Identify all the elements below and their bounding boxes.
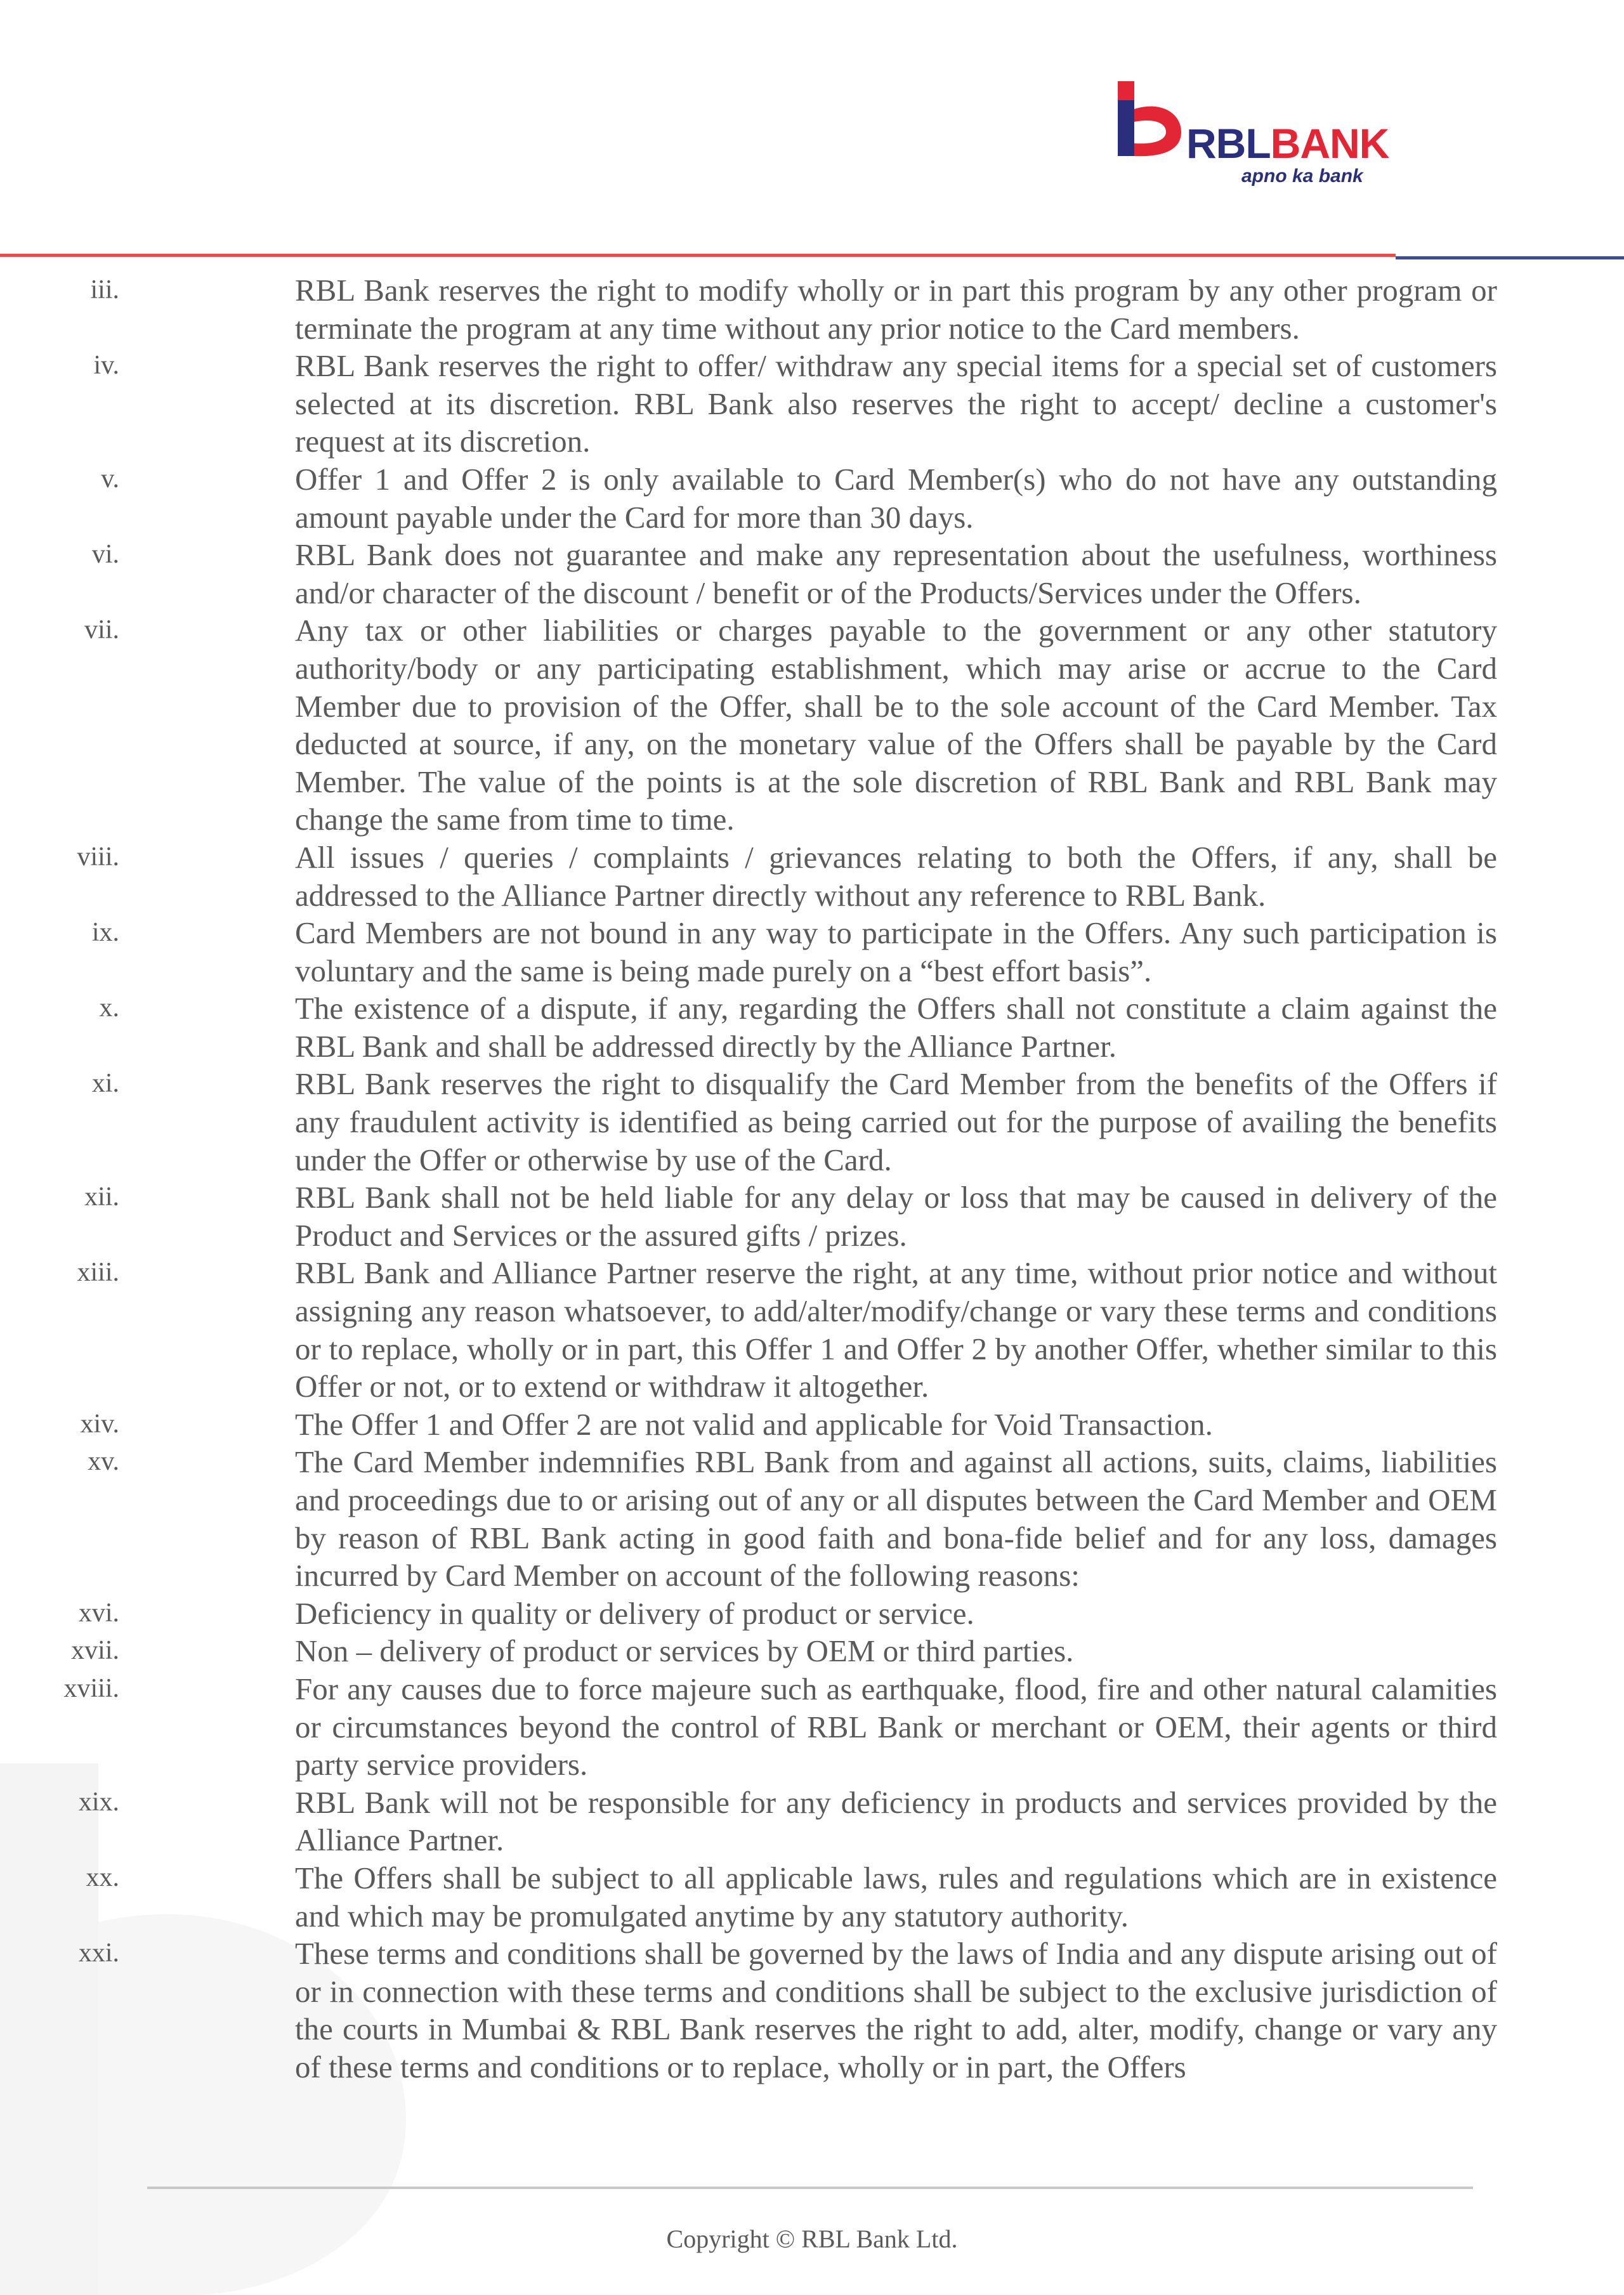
term-item [0, 461, 1497, 536]
term-text: The existence of a dispute, if any, regarding the Offers shall not constitute a claim against the RBL Bank and shall be addressed directly by the Alliance Partner. [295, 991, 1497, 1064]
term-text: All issues / queries / complaints / grievances relating to both the Offers, if any, shall be addressed to the Alliance Partner directly without any reference to RBL Bank. [295, 839, 1497, 913]
term-text: Deficiency in quality or delivery of product or service. [295, 1595, 974, 1631]
term-item [0, 1632, 1497, 1670]
brand-bank: BANK [1270, 120, 1389, 167]
brand-tagline: apno ka bank [1241, 166, 1363, 186]
rbl-bank-logo [1118, 81, 1389, 189]
term-text: RBL Bank does not guarantee and make any representation about the usefulness, worthiness and/or character of the discount / benefit or of the Products/Services under the Offers. [295, 537, 1497, 610]
term-item [0, 839, 1497, 914]
term-text: RBL Bank reserves the right to modify wholly or in part this program by any other program or terminate the program at any time without any prior notice to the Card members. [295, 273, 1497, 346]
term-item [0, 1406, 1497, 1444]
term-text: The Offers shall be subject to all applicable laws, rules and regulations which are in existence and which may be promulgated anytime by any statutory authority. [295, 1860, 1497, 1933]
term-number: xvii. [71, 1636, 119, 1666]
term-item [0, 536, 1497, 611]
term-number: xi. [91, 1069, 119, 1099]
term-number: v. [101, 464, 119, 494]
term-text: RBL Bank and Alliance Partner reserve the right, at any time, without prior notice and without assigning any reason whatsoever, to add/alter/modify/change or vary these terms and conditions or to replace, wholly or in part, this Offer 1 and Offer 2 by another Offer, whether similar to this Offer or not, or to extend or withdraw it altogether. [295, 1255, 1497, 1404]
term-item [0, 611, 1497, 839]
term-number: xvi. [78, 1598, 119, 1628]
term-item [0, 1935, 1497, 2086]
footer-divider [147, 2187, 1473, 2189]
term-number: xii. [84, 1182, 119, 1212]
term-number: xv. [88, 1447, 119, 1477]
term-item [0, 1784, 1497, 1859]
term-text: Any tax or other liabilities or charges payable to the government or any other statutory authority/body or any participating establishment, which may arise or accrue to the Card Member due to provision of the Offer, shall be to the sole account of the Card Member. Tax deducted at source, if any, on the monetary value of the Offers shall be payable by the Card Member. The value of the points is at the sole discretion of RBL Bank and RBL Bank may change the same from time to time. [295, 613, 1497, 837]
term-text: Non – delivery of product or services by OEM or third parties. [295, 1633, 1074, 1669]
term-number: viii. [77, 842, 119, 872]
term-number: xiii. [77, 1258, 119, 1288]
term-number: vii. [84, 615, 119, 645]
brand-wordmark [1186, 119, 1389, 167]
brand-rbl: RBL [1186, 120, 1271, 167]
term-item [0, 990, 1497, 1065]
term-number: iii. [90, 275, 119, 304]
term-item [0, 1065, 1497, 1179]
term-item [0, 271, 1497, 347]
copyright-notice: Copyright © RBL Bank Ltd. [666, 2225, 958, 2253]
header-divider-red [0, 254, 1396, 257]
term-number: xiv. [80, 1409, 119, 1439]
term-text: RBL Bank reserves the right to disqualify the Card Member from the benefits of the Offers if any fraudulent activity is identified as being carried out for the purpose of availing the benefits under the Offer or otherwise by use of the Card. [295, 1066, 1497, 1177]
term-item [0, 1859, 1497, 1935]
term-number: ix. [91, 918, 119, 948]
term-item [0, 347, 1497, 461]
term-text: Offer 1 and Offer 2 is only available to Card Member(s) who do not have any outstanding amount payable under the Card for more than 30 days. [295, 461, 1497, 535]
term-item [0, 1670, 1497, 1784]
term-item [0, 914, 1497, 990]
term-text: The Offer 1 and Offer 2 are not valid and applicable for Void Transaction. [295, 1406, 1213, 1442]
term-text: RBL Bank will not be responsible for any deficiency in products and services provided by the Alliance Partner. [295, 1784, 1497, 1858]
term-number: xix. [78, 1787, 119, 1817]
term-number: vi. [91, 540, 119, 570]
term-number: x. [99, 993, 119, 1023]
term-text: The Card Member indemnifies RBL Bank from and against all actions, suits, claims, liabilities and proceedings due to or arising out of any or all disputes between the Card Member and OEM by reason of RBL Bank acting in good faith and bona-fide belief and for any loss, damages incurred by Card Member on account of the following reasons: [295, 1444, 1497, 1593]
term-text: Card Members are not bound in any way to participate in the Offers. Any such participation is voluntary and the same is being made purely on a “best effort basis”. [295, 915, 1497, 988]
header-divider-blue [1396, 256, 1624, 259]
term-number: iv. [93, 351, 119, 381]
term-text: These terms and conditions shall be governed by the laws of India and any dispute arising out of or in connection with these terms and conditions shall be subject to the exclusive jurisdiction of the courts in Mumbai & RBL Bank reserves the right to add, alter, modify, change or vary any of these terms and conditions or to replace, wholly or in part, the Offers [295, 1936, 1497, 2084]
terms-list [0, 271, 1624, 2086]
term-number: xxi. [78, 1939, 119, 1968]
term-item [0, 1254, 1497, 1405]
term-item [0, 1443, 1497, 1594]
term-text: RBL Bank reserves the right to offer/ withdraw any special items for a special set of customers selected at its discretion. RBL Bank also reserves the right to accept/ decline a customer's request at its discretion. [295, 348, 1497, 459]
term-number: xx. [86, 1862, 119, 1892]
term-item [0, 1179, 1497, 1254]
term-number: xviii. [63, 1673, 119, 1703]
term-text: For any causes due to force majeure such as earthquake, flood, fire and other natural calamities or circumstances beyond the control of RBL Bank or merchant or OEM, their agents or third party service providers. [295, 1671, 1497, 1782]
logo-mark-icon [1118, 81, 1188, 164]
header-divider [0, 254, 1624, 260]
term-item [0, 1595, 1497, 1633]
term-text: RBL Bank shall not be held liable for any delay or loss that may be caused in delivery of the Product and Services or the assured gifts / prizes. [295, 1180, 1497, 1253]
